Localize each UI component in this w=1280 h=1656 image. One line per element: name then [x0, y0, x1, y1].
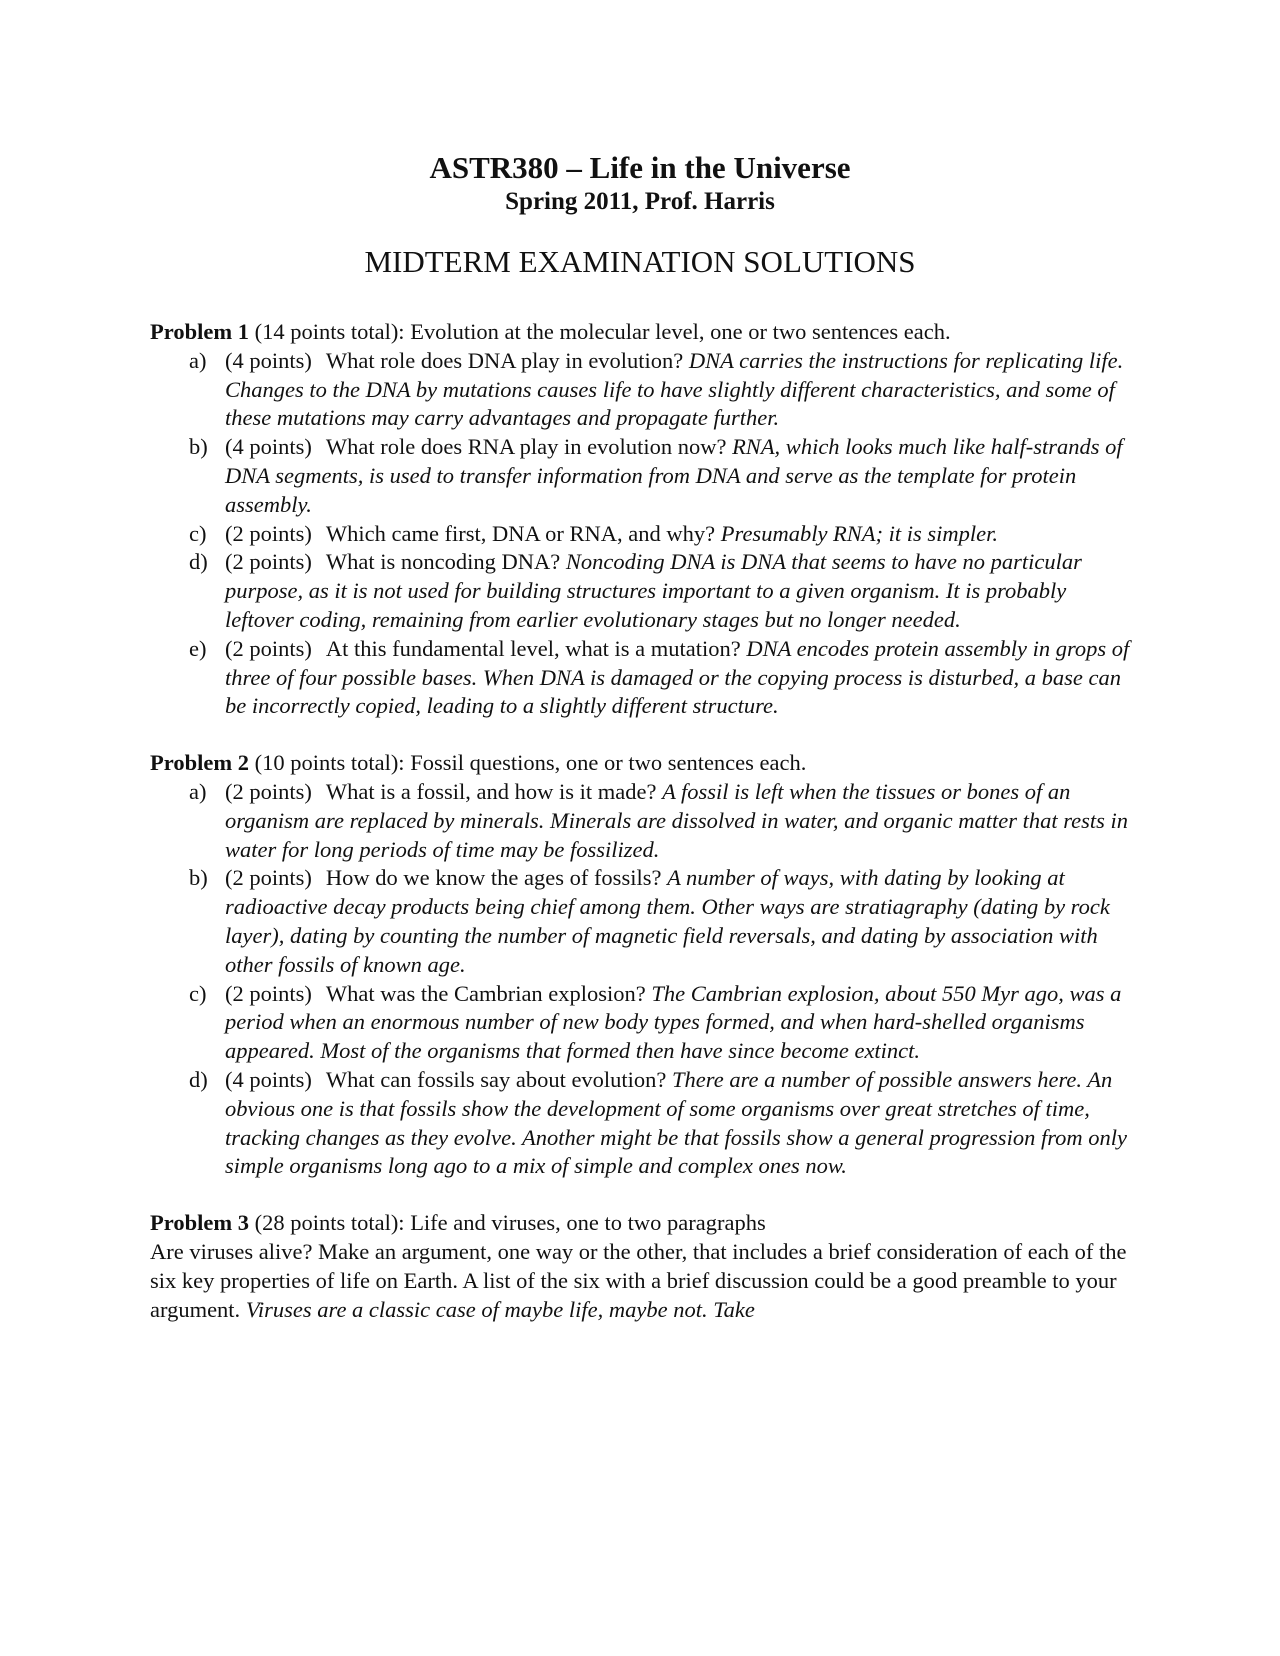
part-question: Which came first, DNA or RNA, and why? [325, 520, 721, 546]
prompt-text: Are viruses alive? Make an argument, one way or the other, that includes a brief consideration of each of the six key properties of life on Earth. A list of the six with a brief discussion could be a good preamble to your argument. [150, 1238, 1127, 1322]
problem-prompt [150, 1238, 1130, 1324]
part-answer: RNA, which looks much like half-strands of DNA segments, is used to transfer information from DNA and serve as the template for protein assembly. [225, 434, 1123, 517]
course-title: ASTR380 – Life in the Universe [429, 150, 851, 185]
part-answer: A fossil is left when the tissues or bones of an organism are replaced by minerals. Minerals are dissolved in water, and organic matter that rests in water for long periods of time may be fossilized. [225, 778, 1129, 862]
problem-info: (28 points total): Life and viruses, one to two paragraphs [248, 1210, 766, 1236]
part-answer: DNA carries the instructions for replicating life. Changes to the DNA by mutations causes life to have slightly different characteristics, and some of these mutations may carry advantages and propagate further. [225, 347, 1124, 431]
problem-heading [150, 1209, 1130, 1238]
part-letter: c) [189, 520, 207, 546]
part-letter: d) [189, 549, 208, 575]
problem-label: Problem 2 [150, 750, 249, 776]
problem-part [150, 980, 1130, 1066]
problem-1 [150, 318, 1130, 721]
part-question: What can fossils say about evolution? [325, 1066, 673, 1092]
problem-part [150, 635, 1130, 721]
part-answer: DNA encodes protein assembly in grops of three of four possible bases. When DNA is damaged or the copying process is disturbed, a base can be incorrectly copied, leading to a slightly different structure. [225, 635, 1130, 719]
problem-part [150, 433, 1130, 519]
document-header [150, 150, 1130, 280]
problem-part [150, 520, 1130, 549]
part-answer: A number of ways, with dating by looking at radioactive decay products being chief among them. Other ways are stratiagraphy (dating by rock layer), dating by counting the number of magnetic field reversals, and dating by association with other fossils of known age. [225, 865, 1110, 977]
part-question: What is noncoding DNA? [325, 549, 566, 575]
problem-heading [150, 318, 1130, 347]
part-letter: c) [189, 980, 207, 1006]
part-points: (2 points) [225, 549, 312, 575]
part-points: (4 points) [225, 434, 312, 460]
part-points: (2 points) [225, 980, 312, 1006]
problem-info: (10 points total): Fossil questions, one or two sentences each. [248, 750, 807, 776]
part-question: What was the Cambrian explosion? [325, 980, 652, 1006]
problem-parts [150, 778, 1130, 1181]
problem-part [150, 347, 1130, 433]
problem-part [150, 778, 1130, 864]
part-points: (2 points) [225, 635, 312, 661]
part-points: (2 points) [225, 520, 312, 546]
problem-part [150, 864, 1130, 979]
problem-3 [150, 1209, 1130, 1324]
problem-2 [150, 749, 1130, 1181]
part-letter: a) [189, 347, 207, 373]
problem-info: (14 points total): Evolution at the molecular level, one or two sentences each. [248, 319, 951, 344]
part-question: What is a fossil, and how is it made? [325, 778, 663, 804]
part-letter: a) [189, 778, 207, 804]
part-letter: b) [189, 434, 208, 460]
part-letter: e) [189, 635, 207, 661]
part-points: (4 points) [225, 1066, 312, 1092]
part-points: (4 points) [225, 347, 312, 373]
prompt-answer: Viruses are a classic case of maybe life, maybe not. Take [245, 1296, 755, 1322]
part-question: At this fundamental level, what is a mutation? [325, 635, 747, 661]
part-question: What role does RNA play in evolution now? [325, 434, 733, 460]
part-question: What role does DNA play in evolution? [325, 347, 689, 373]
document-page [150, 150, 1130, 1324]
part-answer: There are a number of possible answers here. An obvious one is that fossils show the development of some organisms over great stretches of time, tracking changes as they evolve. Another might be that fossils show a general progression from only simple organisms long ago to a mix of simple and complex ones now. [225, 1066, 1127, 1179]
course-term: Spring 2011, Prof. Harris [505, 188, 775, 215]
part-answer: Noncoding DNA is DNA that seems to have no particular purpose, as it is not used for building structures important to a given organism. It is probably leftover coding, remaining from earlier evolutionary stages but no longer needed. [225, 549, 1082, 632]
part-answer: The Cambrian explosion, about 550 Myr ago, was a period when an enormous number of new body types formed, and when hard-shelled organisms appeared. Most of the organisms that formed then have since become extinct. [225, 980, 1122, 1064]
part-points: (2 points) [225, 865, 312, 891]
exam-title: MIDTERM EXAMINATION SOLUTIONS [364, 244, 916, 279]
part-points: (2 points) [225, 778, 312, 804]
part-question: How do we know the ages of fossils? [325, 865, 668, 891]
problem-part [150, 548, 1130, 634]
problem-parts [150, 347, 1130, 721]
problem-part [150, 1066, 1130, 1181]
problem-label: Problem 1 [150, 319, 249, 344]
problem-heading [150, 749, 1130, 778]
problem-label: Problem 3 [150, 1210, 249, 1236]
part-letter: d) [189, 1066, 208, 1092]
part-letter: b) [189, 865, 208, 891]
part-answer: Presumably RNA; it is simpler. [720, 520, 999, 546]
